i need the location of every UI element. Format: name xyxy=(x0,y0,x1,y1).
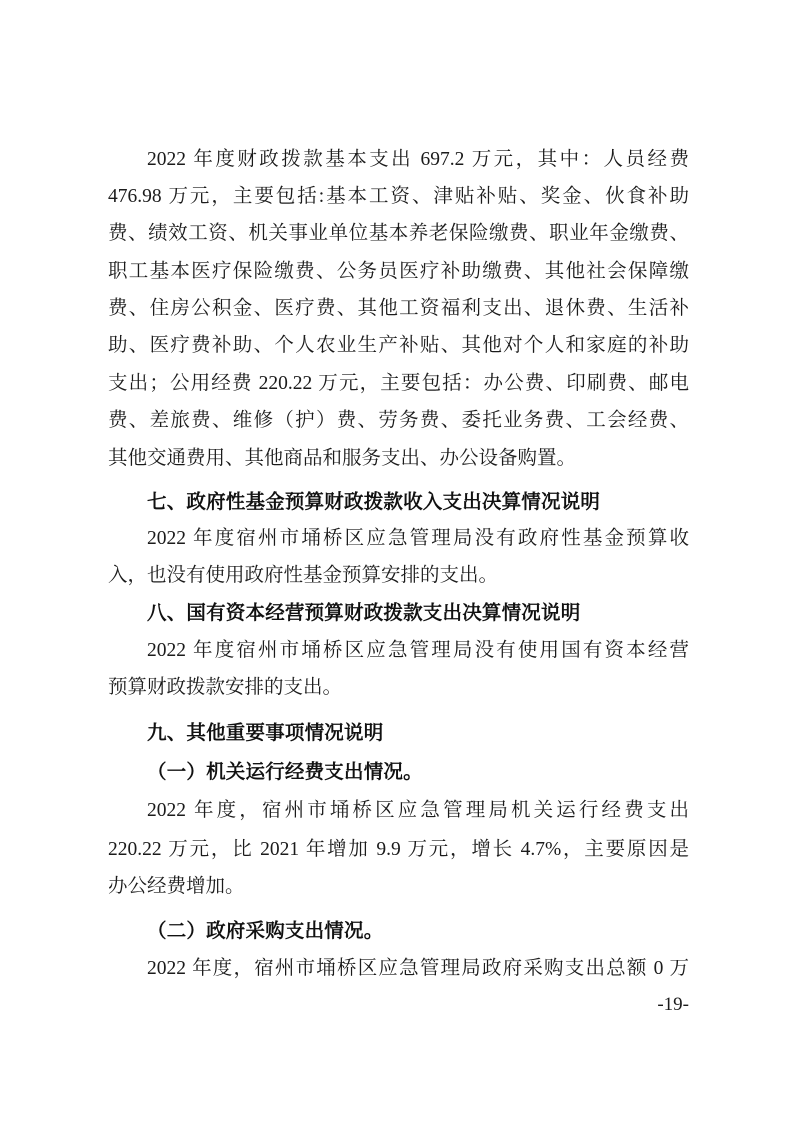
body-line: 费、住房公积金、医疗费、其他工资福利支出、退休费、生活补 xyxy=(108,298,689,319)
body-line: 费、差旅费、维修（护）费、劳务费、委托业务费、工会经费、 xyxy=(108,410,689,431)
body-line: 476.98 万元，主要包括:基本工资、津贴补贴、奖金、伙食补助 xyxy=(108,186,689,207)
section-heading-7: 七、政府性基金预算财政拨款收入支出决算情况说明 xyxy=(147,491,601,513)
body-line: 办公经费增加。 xyxy=(108,876,245,897)
page-number: -19- xyxy=(657,994,689,1015)
body-line: 220.22 万元，比 2021 年增加 9.9 万元，增长 4.7%，主要原因是 xyxy=(108,839,689,860)
sub-heading-1: （一）机关运行经费支出情况。 xyxy=(147,761,423,783)
section-heading-8: 八、国有资本经营预算财政拨款支出决算情况说明 xyxy=(147,602,581,624)
body-line: 职工基本医疗保险缴费、公务员医疗补助缴费、其他社会保障缴 xyxy=(108,261,689,282)
body-line: 其他交通费用、其他商品和服务支出、办公设备购置。 xyxy=(108,448,577,469)
body-line: 2022 年度，宿州市埇桥区应急管理局机关运行经费支出 xyxy=(147,800,689,821)
body-line: 2022 年度宿州市埇桥区应急管理局没有政府性基金预算收 xyxy=(147,528,689,549)
body-line: 2022 年度，宿州市埇桥区应急管理局政府采购支出总额 0 万 xyxy=(147,958,689,979)
body-line: 费、绩效工资、机关事业单位基本养老保险缴费、职业年金缴费、 xyxy=(108,223,689,244)
body-line: 2022 年度财政拨款基本支出 697.2 万元，其中：人员经费 xyxy=(147,149,689,170)
section-heading-9: 九、其他重要事项情况说明 xyxy=(147,722,384,744)
body-line: 预算财政拨款安排的支出。 xyxy=(108,677,343,698)
sub-heading-2: （二）政府采购支出情况。 xyxy=(147,920,384,942)
body-line: 助、医疗费补助、个人农业生产补贴、其他对个人和家庭的补助 xyxy=(108,335,689,356)
body-line: 支出；公用经费 220.22 万元，主要包括：办公费、印刷费、邮电 xyxy=(108,373,689,394)
body-line: 入，也没有使用政府性基金预算安排的支出。 xyxy=(108,565,499,586)
body-line: 2022 年度宿州市埇桥区应急管理局没有使用国有资本经营 xyxy=(147,640,689,661)
